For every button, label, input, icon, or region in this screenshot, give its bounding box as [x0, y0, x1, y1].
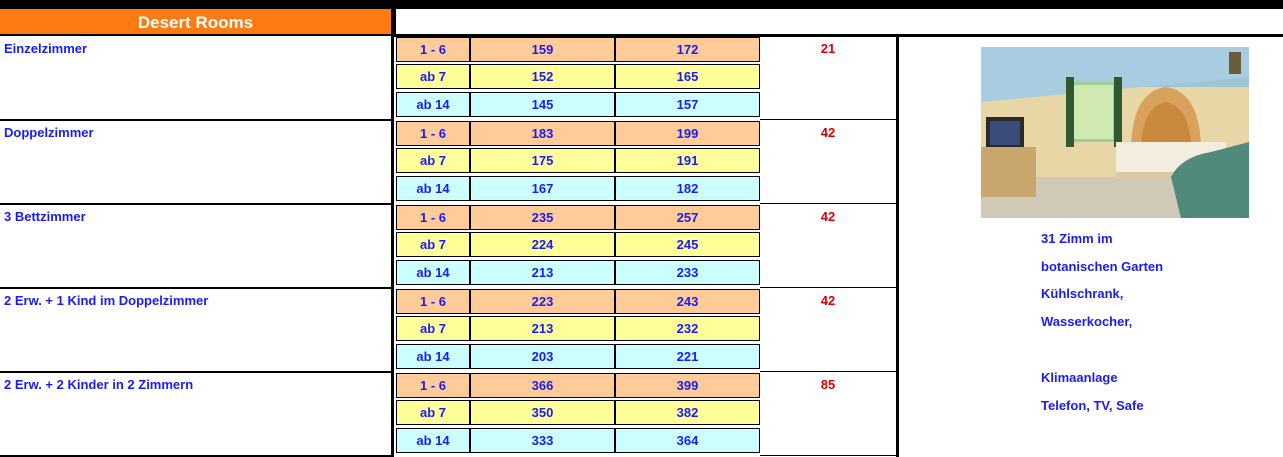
- nights-cell: ab 14: [396, 92, 470, 117]
- extra-charge: 85: [760, 373, 896, 456]
- nights-cell: ab 7: [396, 400, 470, 425]
- extra-divider: [896, 205, 899, 289]
- price-cell: 232: [615, 316, 760, 341]
- extra-divider: [896, 289, 899, 373]
- column-divider: [391, 121, 394, 205]
- top-border: [0, 0, 1283, 9]
- price-cell: 191: [615, 148, 760, 173]
- price-cell: 167: [470, 176, 615, 201]
- description-line: Wasserkocher,: [1041, 314, 1133, 329]
- extra-charge: 42: [760, 121, 896, 204]
- price-cell: 175: [470, 148, 615, 173]
- column-divider: [391, 373, 394, 457]
- extra-charge: 42: [760, 289, 896, 372]
- price-cell: 257: [615, 205, 760, 230]
- nights-cell: ab 14: [396, 176, 470, 201]
- column-divider: [391, 205, 394, 289]
- table-title: Desert Rooms: [0, 9, 391, 36]
- price-cell: 224: [470, 232, 615, 257]
- price-cell: 172: [615, 37, 760, 62]
- price-cell: 145: [470, 92, 615, 117]
- price-cell: 213: [470, 316, 615, 341]
- nights-cell: ab 7: [396, 232, 470, 257]
- extra-charge: 21: [760, 37, 896, 120]
- price-cell: 243: [615, 289, 760, 314]
- price-cell: 233: [615, 260, 760, 285]
- room-photo: [981, 47, 1249, 218]
- description-line: Klimaanlage: [1041, 370, 1118, 385]
- price-cell: 199: [615, 121, 760, 146]
- nights-cell: ab 7: [396, 148, 470, 173]
- room-name: Einzelzimmer: [4, 41, 88, 56]
- nights-cell: 1 - 6: [396, 289, 470, 314]
- description-line: botanischen Garten: [1041, 259, 1164, 274]
- price-cell: 223: [470, 289, 615, 314]
- nights-cell: ab 14: [396, 344, 470, 369]
- nights-cell: ab 14: [396, 260, 470, 285]
- price-cell: 159: [470, 37, 615, 62]
- nights-cell: ab 14: [396, 428, 470, 453]
- nights-cell: 1 - 6: [396, 121, 470, 146]
- price-cell: 364: [615, 428, 760, 453]
- description-line: Kühlschrank,: [1041, 286, 1124, 301]
- price-cell: 157: [615, 92, 760, 117]
- price-cell: 183: [470, 121, 615, 146]
- price-cell: 235: [470, 205, 615, 230]
- nights-cell: 1 - 6: [396, 373, 470, 398]
- price-cell: 366: [470, 373, 615, 398]
- price-cell: 245: [615, 232, 760, 257]
- column-divider: [391, 289, 394, 373]
- extra-divider: [896, 373, 899, 457]
- extra-charge: 42: [760, 205, 896, 288]
- nights-cell: ab 7: [396, 316, 470, 341]
- extra-divider: [896, 37, 899, 121]
- price-cell: 399: [615, 373, 760, 398]
- room-name: 2 Erw. + 1 Kind im Doppelzimmer: [4, 293, 209, 308]
- price-cell: 152: [470, 64, 615, 89]
- column-divider: [391, 37, 394, 121]
- description-line: Telefon, TV, Safe: [1041, 398, 1144, 413]
- description-line: 31 Zimm im: [1041, 231, 1113, 246]
- price-cell: 333: [470, 428, 615, 453]
- price-cell: 350: [470, 400, 615, 425]
- price-cell: 203: [470, 344, 615, 369]
- room-name: 2 Erw. + 2 Kinder in 2 Zimmern: [4, 377, 194, 392]
- price-cell: 213: [470, 260, 615, 285]
- nights-cell: 1 - 6: [396, 205, 470, 230]
- nights-cell: ab 7: [396, 64, 470, 89]
- nights-cell: 1 - 6: [396, 37, 470, 62]
- extra-divider: [896, 121, 899, 205]
- title-divider: [391, 9, 396, 37]
- room-name: 3 Bettzimmer: [4, 209, 86, 224]
- price-cell: 182: [615, 176, 760, 201]
- price-cell: 221: [615, 344, 760, 369]
- room-name: Doppelzimmer: [4, 125, 94, 140]
- price-cell: 165: [615, 64, 760, 89]
- price-cell: 382: [615, 400, 760, 425]
